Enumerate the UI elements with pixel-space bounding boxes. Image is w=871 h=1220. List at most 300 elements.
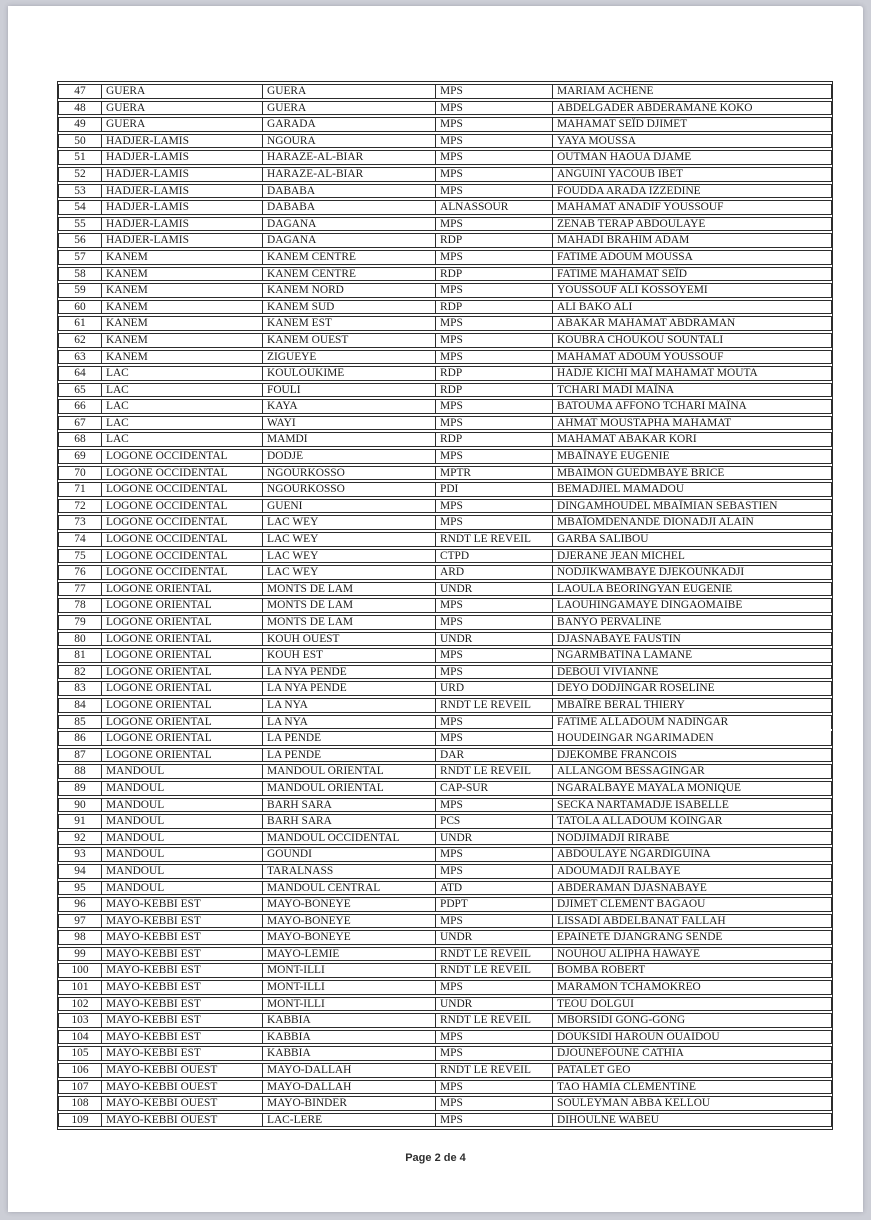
candidate-name-cell: GARBA SALIBOU — [553, 532, 832, 547]
row-number-cell: 54 — [58, 200, 102, 215]
row-number-cell: 105 — [58, 1046, 102, 1061]
department-cell: KANEM SUD — [263, 300, 436, 315]
candidate-name-cell: BEMADJIEL MAMADOU — [553, 482, 832, 497]
table-row — [58, 150, 832, 165]
row-number-cell: 91 — [58, 814, 102, 829]
department-cell: KOUH EST — [263, 648, 436, 663]
row-number-cell: 94 — [58, 864, 102, 879]
candidate-name-cell: ALI BAKO ALI — [553, 300, 832, 315]
candidate-name-cell: KOUBRA CHOUKOU SOUNTALI — [553, 333, 832, 348]
region-cell: KANEM — [102, 250, 263, 265]
department-cell: MONT-ILLI — [263, 997, 436, 1012]
party-cell: MPS — [436, 598, 553, 613]
table-row — [58, 482, 832, 497]
party-cell: MPS — [436, 847, 553, 862]
table-row — [58, 366, 832, 381]
party-cell: RNDT LE REVEIL — [436, 532, 553, 547]
candidate-name-cell: FATIME ALLADOUM NADINGAR — [553, 715, 832, 730]
region-cell: HADJER-LAMIS — [102, 150, 263, 165]
region-cell: LAC — [102, 366, 263, 381]
region-cell: MAYO-KEBBI EST — [102, 897, 263, 912]
table-row — [58, 515, 832, 530]
department-cell: NGOURKOSSO — [263, 482, 436, 497]
region-cell: MANDOUL — [102, 798, 263, 813]
candidate-name-cell: DJIMET CLEMENT BAGAOU — [553, 897, 832, 912]
candidate-name-cell: EPAINETE DJANGRANG SENDE — [553, 930, 832, 945]
candidate-name-cell: FATIME ADOUM MOUSSA — [553, 250, 832, 265]
region-cell: LOGONE ORIENTAL — [102, 665, 263, 680]
row-number-cell: 74 — [58, 532, 102, 547]
party-cell: MPS — [436, 515, 553, 530]
region-cell: LOGONE OCCIDENTAL — [102, 565, 263, 580]
table-row — [58, 781, 832, 796]
row-number-cell: 50 — [58, 134, 102, 149]
party-cell: MPS — [436, 283, 553, 298]
region-cell: HADJER-LAMIS — [102, 134, 263, 149]
row-number-cell: 53 — [58, 184, 102, 199]
party-cell: MPS — [436, 217, 553, 232]
table-row — [58, 798, 832, 813]
party-cell: RNDT LE REVEIL — [436, 1013, 553, 1028]
region-cell: MANDOUL — [102, 814, 263, 829]
candidates-table — [57, 81, 833, 1130]
candidate-name-cell: HOUDEINGAR NGARIMADEN — [553, 731, 832, 746]
candidate-name-cell: FOUDDA ARADA IZZEDINE — [553, 184, 832, 199]
region-cell: HADJER-LAMIS — [102, 217, 263, 232]
region-cell: MAYO-KEBBI OUEST — [102, 1096, 263, 1111]
candidate-name-cell: ANGUINI YACOUB IBET — [553, 167, 832, 182]
party-cell: MPS — [436, 1096, 553, 1111]
candidate-name-cell: TCHARI MADI MAÏNA — [553, 383, 832, 398]
row-number-cell: 61 — [58, 316, 102, 331]
table-row — [58, 582, 832, 597]
page-number: Page 2 de 4 — [405, 1152, 466, 1165]
table-row — [58, 333, 832, 348]
candidate-name-cell: DEYO DODJINGAR ROSELINE — [553, 681, 832, 696]
table-row — [58, 84, 832, 99]
row-number-cell: 84 — [58, 698, 102, 713]
row-number-cell: 65 — [58, 383, 102, 398]
candidate-name-cell: MAHAMAT ANADIF YOUSSOUF — [553, 200, 832, 215]
department-cell: HARAZE-AL-BIAR — [263, 150, 436, 165]
department-cell: KOUH OUEST — [263, 632, 436, 647]
party-cell: MPS — [436, 350, 553, 365]
region-cell: LOGONE OCCIDENTAL — [102, 532, 263, 547]
region-cell: LOGONE ORIENTAL — [102, 731, 263, 746]
party-cell: CAP-SUR — [436, 781, 553, 796]
table-row — [58, 947, 832, 962]
department-cell: LA PENDE — [263, 748, 436, 763]
party-cell: MPS — [436, 167, 553, 182]
department-cell: MONTS DE LAM — [263, 615, 436, 630]
party-cell: URD — [436, 681, 553, 696]
region-cell: HADJER-LAMIS — [102, 233, 263, 248]
row-number-cell: 96 — [58, 897, 102, 912]
table-row — [58, 632, 832, 647]
candidate-name-cell: ABAKAR MAHAMAT ABDRAMAN — [553, 316, 832, 331]
department-cell: DABABA — [263, 184, 436, 199]
row-number-cell: 71 — [58, 482, 102, 497]
table-row — [58, 1096, 832, 1111]
row-number-cell: 79 — [58, 615, 102, 630]
row-number-cell: 109 — [58, 1113, 102, 1128]
department-cell: GUERA — [263, 101, 436, 116]
row-number-cell: 66 — [58, 399, 102, 414]
party-cell: UNDR — [436, 582, 553, 597]
party-cell: MPS — [436, 84, 553, 99]
department-cell: MONTS DE LAM — [263, 598, 436, 613]
table-row — [58, 101, 832, 116]
department-cell: DAGANA — [263, 217, 436, 232]
party-cell: DAR — [436, 748, 553, 763]
row-number-cell: 76 — [58, 565, 102, 580]
row-number-cell: 52 — [58, 167, 102, 182]
table-row — [58, 350, 832, 365]
candidate-name-cell: DINGAMHOUDEL MBAÏMIAN SEBASTIEN — [553, 499, 832, 514]
region-cell: KANEM — [102, 350, 263, 365]
department-cell: DAGANA — [263, 233, 436, 248]
region-cell: MANDOUL — [102, 847, 263, 862]
party-cell: RDP — [436, 432, 553, 447]
row-number-cell: 107 — [58, 1080, 102, 1095]
region-cell: MANDOUL — [102, 764, 263, 779]
department-cell: LA PENDE — [263, 731, 436, 746]
table-row — [58, 681, 832, 696]
candidate-name-cell: ABDOULAYE NGARDIGUINA — [553, 847, 832, 862]
department-cell: KOULOUKIME — [263, 366, 436, 381]
party-cell: MPS — [436, 1113, 553, 1128]
department-cell: MAYO-BONEYE — [263, 930, 436, 945]
party-cell: MPS — [436, 864, 553, 879]
region-cell: MAYO-KEBBI EST — [102, 963, 263, 978]
row-number-cell: 93 — [58, 847, 102, 862]
row-number-cell: 64 — [58, 366, 102, 381]
region-cell: MAYO-KEBBI EST — [102, 914, 263, 929]
table-row — [58, 432, 832, 447]
party-cell: MPS — [436, 615, 553, 630]
table-row — [58, 748, 832, 763]
candidate-name-cell: SECKA NARTAMADJE ISABELLE — [553, 798, 832, 813]
candidate-name-cell: MBORSIDI GONG-GONG — [553, 1013, 832, 1028]
row-number-cell: 69 — [58, 449, 102, 464]
party-cell: RNDT LE REVEIL — [436, 764, 553, 779]
department-cell: KABBIA — [263, 1046, 436, 1061]
department-cell: WAYI — [263, 416, 436, 431]
region-cell: LOGONE OCCIDENTAL — [102, 549, 263, 564]
table-row — [58, 1013, 832, 1028]
table-row — [58, 615, 832, 630]
department-cell: GUERA — [263, 84, 436, 99]
table-row — [58, 449, 832, 464]
department-cell: LA NYA PENDE — [263, 665, 436, 680]
department-cell: FOULI — [263, 383, 436, 398]
row-number-cell: 48 — [58, 101, 102, 116]
row-number-cell: 83 — [58, 681, 102, 696]
table-row — [58, 665, 832, 680]
region-cell: LAC — [102, 399, 263, 414]
table-row — [58, 1113, 832, 1128]
department-cell: KANEM EST — [263, 316, 436, 331]
candidate-name-cell: MBAIMON GUEDMBAYE BRICE — [553, 466, 832, 481]
candidate-name-cell: LAOUHINGAMAYE DINGAOMAIBE — [553, 598, 832, 613]
party-cell: MPS — [436, 134, 553, 149]
party-cell: MPS — [436, 416, 553, 431]
region-cell: MAYO-KEBBI OUEST — [102, 1080, 263, 1095]
department-cell: MONT-ILLI — [263, 980, 436, 995]
candidate-name-cell: MAHAMAT SEÏD DJIMET — [553, 117, 832, 132]
table-row — [58, 715, 832, 730]
candidate-name-cell: YAYA MOUSSA — [553, 134, 832, 149]
region-cell: LOGONE OCCIDENTAL — [102, 466, 263, 481]
candidate-name-cell: LAOULA BEORINGYAN EUGENIE — [553, 582, 832, 597]
department-cell: MANDOUL CENTRAL — [263, 881, 436, 896]
party-cell: UNDR — [436, 997, 553, 1012]
table-row — [58, 267, 832, 282]
region-cell: LOGONE ORIENTAL — [102, 632, 263, 647]
region-cell: LAC — [102, 432, 263, 447]
department-cell: DODJE — [263, 449, 436, 464]
table-row — [58, 698, 832, 713]
row-number-cell: 81 — [58, 648, 102, 663]
region-cell: KANEM — [102, 300, 263, 315]
row-number-cell: 78 — [58, 598, 102, 613]
row-number-cell: 73 — [58, 515, 102, 530]
party-cell: MPS — [436, 184, 553, 199]
party-cell: UNDR — [436, 831, 553, 846]
region-cell: MAYO-KEBBI EST — [102, 930, 263, 945]
row-number-cell: 47 — [58, 84, 102, 99]
row-number-cell: 77 — [58, 582, 102, 597]
candidate-name-cell: TATOLA ALLADOUM KOINGAR — [553, 814, 832, 829]
table-row — [58, 1046, 832, 1061]
row-number-cell: 102 — [58, 997, 102, 1012]
region-cell: LAC — [102, 383, 263, 398]
region-cell: MAYO-KEBBI EST — [102, 1030, 263, 1045]
document-page — [8, 6, 863, 1212]
party-cell: MPTR — [436, 466, 553, 481]
table-row — [58, 416, 832, 431]
region-cell: KANEM — [102, 333, 263, 348]
party-cell: RDP — [436, 383, 553, 398]
region-cell: LOGONE OCCIDENTAL — [102, 499, 263, 514]
region-cell: MANDOUL — [102, 781, 263, 796]
department-cell: LAC WEY — [263, 549, 436, 564]
department-cell: LA NYA — [263, 715, 436, 730]
table-row — [58, 200, 832, 215]
region-cell: MANDOUL — [102, 864, 263, 879]
candidate-name-cell: ABDELGADER ABDERAMANE KOKO — [553, 101, 832, 116]
row-number-cell: 57 — [58, 250, 102, 265]
department-cell: HARAZE-AL-BIAR — [263, 167, 436, 182]
candidate-name-cell: MAHAMAT ADOUM YOUSSOUF — [553, 350, 832, 365]
department-cell: MONTS DE LAM — [263, 582, 436, 597]
party-cell: RNDT LE REVEIL — [436, 698, 553, 713]
party-cell: PDPT — [436, 897, 553, 912]
candidate-name-cell: DJOUNEFOUNE CATHIA — [553, 1046, 832, 1061]
table-row — [58, 300, 832, 315]
region-cell: MANDOUL — [102, 831, 263, 846]
candidate-name-cell: NGARALBAYE MAYALA MONIQUE — [553, 781, 832, 796]
party-cell: MPS — [436, 1030, 553, 1045]
table-row — [58, 549, 832, 564]
candidate-name-cell: ALLANGOM BESSAGINGAR — [553, 764, 832, 779]
candidate-name-cell: DOUKSIDI HAROUN OUAIDOU — [553, 1030, 832, 1045]
row-number-cell: 58 — [58, 267, 102, 282]
region-cell: HADJER-LAMIS — [102, 184, 263, 199]
party-cell: RNDT LE REVEIL — [436, 963, 553, 978]
department-cell: LAC WEY — [263, 532, 436, 547]
party-cell: MPS — [436, 1046, 553, 1061]
region-cell: LOGONE ORIENTAL — [102, 598, 263, 613]
party-cell: MPS — [436, 333, 553, 348]
department-cell: MAYO-DALLAH — [263, 1063, 436, 1078]
party-cell: MPS — [436, 731, 553, 746]
region-cell: LOGONE ORIENTAL — [102, 698, 263, 713]
party-cell: MPS — [436, 665, 553, 680]
table-row — [58, 997, 832, 1012]
party-cell: MPS — [436, 117, 553, 132]
table-row — [58, 764, 832, 779]
party-cell: ALNASSOUR — [436, 200, 553, 215]
candidate-name-cell: DJEKOMBE FRANCOIS — [553, 748, 832, 763]
row-number-cell: 70 — [58, 466, 102, 481]
region-cell: LOGONE ORIENTAL — [102, 582, 263, 597]
region-cell: KANEM — [102, 267, 263, 282]
table-row — [58, 167, 832, 182]
department-cell: KANEM NORD — [263, 283, 436, 298]
department-cell: MAYO-BONEYE — [263, 897, 436, 912]
row-number-cell: 68 — [58, 432, 102, 447]
region-cell: MAYO-KEBBI OUEST — [102, 1063, 263, 1078]
table-row — [58, 250, 832, 265]
row-number-cell: 82 — [58, 665, 102, 680]
party-cell: MPS — [436, 1080, 553, 1095]
row-number-cell: 55 — [58, 217, 102, 232]
candidate-name-cell: MARAMON TCHAMOKREO — [553, 980, 832, 995]
department-cell: LA NYA PENDE — [263, 681, 436, 696]
department-cell: MANDOUL ORIENTAL — [263, 781, 436, 796]
party-cell: RDP — [436, 300, 553, 315]
candidate-name-cell: MAHADI BRAHIM ADAM — [553, 233, 832, 248]
row-number-cell: 106 — [58, 1063, 102, 1078]
department-cell: KABBIA — [263, 1030, 436, 1045]
row-number-cell: 87 — [58, 748, 102, 763]
table-row — [58, 565, 832, 580]
table-row — [58, 233, 832, 248]
department-cell: KANEM CENTRE — [263, 267, 436, 282]
table-row — [58, 1063, 832, 1078]
party-cell: RDP — [436, 233, 553, 248]
table-row — [58, 864, 832, 879]
department-cell: TARALNASS — [263, 864, 436, 879]
region-cell: HADJER-LAMIS — [102, 167, 263, 182]
department-cell: NGOURA — [263, 134, 436, 149]
candidate-name-cell: NODJIMADJI RIRABE — [553, 831, 832, 846]
table-row — [58, 914, 832, 929]
table-row — [58, 731, 832, 746]
party-cell: MPS — [436, 914, 553, 929]
department-cell: LAC WEY — [263, 515, 436, 530]
department-cell: KAYA — [263, 399, 436, 414]
row-number-cell: 86 — [58, 731, 102, 746]
candidate-name-cell: ABDERAMAN DJASNABAYE — [553, 881, 832, 896]
candidate-name-cell: MBAÏRE BERAL THIERY — [553, 698, 832, 713]
table-row — [58, 847, 832, 862]
candidate-name-cell: BANYO PERVALINE — [553, 615, 832, 630]
candidate-name-cell: MBAÏNAYE EUGENIE — [553, 449, 832, 464]
party-cell: MPS — [436, 399, 553, 414]
department-cell: LAC WEY — [263, 565, 436, 580]
candidate-name-cell: HADJE KICHI MAÏ MAHAMAT MOUTA — [553, 366, 832, 381]
table-row — [58, 598, 832, 613]
party-cell: RNDT LE REVEIL — [436, 1063, 553, 1078]
department-cell: MAYO-LEMIE — [263, 947, 436, 962]
department-cell: MANDOUL ORIENTAL — [263, 764, 436, 779]
table-row — [58, 399, 832, 414]
department-cell: BARH SARA — [263, 814, 436, 829]
candidate-name-cell: MBAÏOMDENANDE DIONADJI ALAIN — [553, 515, 832, 530]
party-cell: ATD — [436, 881, 553, 896]
table-body — [58, 84, 832, 1127]
candidate-name-cell: NGARMBATINA LAMANE — [553, 648, 832, 663]
row-number-cell: 101 — [58, 980, 102, 995]
candidate-name-cell: MARIAM ACHENE — [553, 84, 832, 99]
department-cell: MAYO-DALLAH — [263, 1080, 436, 1095]
row-number-cell: 89 — [58, 781, 102, 796]
row-number-cell: 62 — [58, 333, 102, 348]
candidate-name-cell: FATIME MAHAMAT SEÏD — [553, 267, 832, 282]
row-number-cell: 100 — [58, 963, 102, 978]
candidate-name-cell: OUTMAN HAOUA DJAME — [553, 150, 832, 165]
row-number-cell: 67 — [58, 416, 102, 431]
candidate-name-cell: BOMBA ROBERT — [553, 963, 832, 978]
table-row — [58, 648, 832, 663]
department-cell: KABBIA — [263, 1013, 436, 1028]
table-row — [58, 466, 832, 481]
party-cell: PCS — [436, 814, 553, 829]
candidate-name-cell: MAHAMAT ABAKAR KORI — [553, 432, 832, 447]
row-number-cell: 51 — [58, 150, 102, 165]
row-number-cell: 63 — [58, 350, 102, 365]
region-cell: LOGONE ORIENTAL — [102, 615, 263, 630]
row-number-cell: 97 — [58, 914, 102, 929]
table-row — [58, 814, 832, 829]
party-cell: UNDR — [436, 632, 553, 647]
table-row — [58, 1030, 832, 1045]
candidate-name-cell: SOULEYMAN ABBA KELLOU — [553, 1096, 832, 1111]
department-cell: LAC-LERE — [263, 1113, 436, 1128]
party-cell: MPS — [436, 980, 553, 995]
row-number-cell: 103 — [58, 1013, 102, 1028]
department-cell: KANEM CENTRE — [263, 250, 436, 265]
table-row — [58, 184, 832, 199]
row-number-cell: 49 — [58, 117, 102, 132]
row-number-cell: 59 — [58, 283, 102, 298]
party-cell: MPS — [436, 648, 553, 663]
table-row — [58, 831, 832, 846]
candidate-name-cell: PATALET GEO — [553, 1063, 832, 1078]
table-row — [58, 963, 832, 978]
region-cell: KANEM — [102, 316, 263, 331]
party-cell: MPS — [436, 499, 553, 514]
party-cell: MPS — [436, 715, 553, 730]
row-number-cell: 99 — [58, 947, 102, 962]
department-cell: BARH SARA — [263, 798, 436, 813]
department-cell: NGOURKOSSO — [263, 466, 436, 481]
region-cell: LOGONE ORIENTAL — [102, 648, 263, 663]
party-cell: PDI — [436, 482, 553, 497]
region-cell: MAYO-KEBBI EST — [102, 980, 263, 995]
